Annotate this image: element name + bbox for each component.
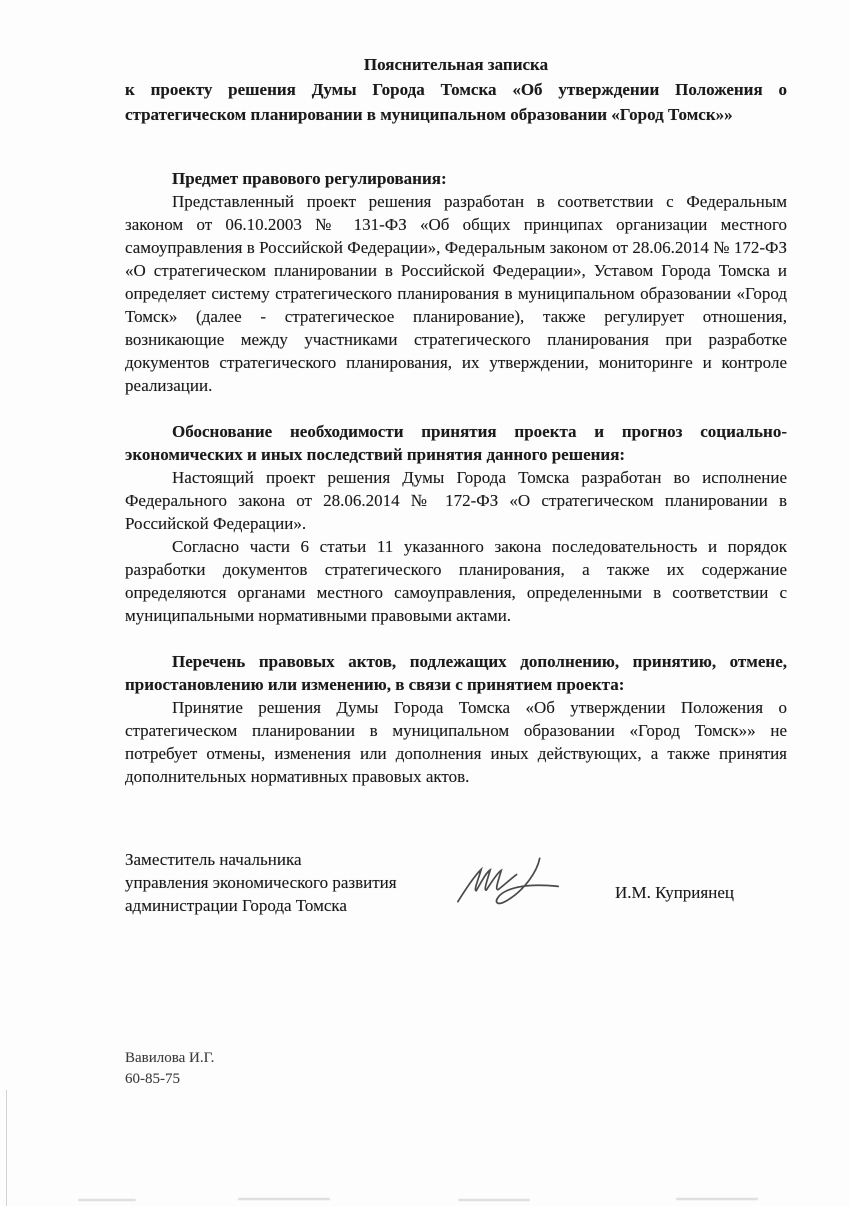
- signer-position-line: управления экономического развития: [125, 873, 397, 892]
- scan-edge-artifact: [78, 1199, 136, 1201]
- signer-position-line: Заместитель начальника: [125, 850, 302, 869]
- scan-edge-artifact: [676, 1198, 758, 1200]
- title-subject: к проекту решения Думы Города Томска «Об утверждении Положения о стратегическом планировании в муниципальном образовании «Город Томск»»: [125, 80, 787, 124]
- executor-footer: [125, 1048, 214, 1090]
- document-title: [125, 52, 787, 127]
- scan-edge-artifact: [458, 1199, 530, 1201]
- section-justification: [125, 420, 787, 627]
- section-heading: Обоснование необходимости принятия проекта и прогноз социально-экономических и иных последствий принятия данного решения:: [125, 422, 787, 464]
- section-list-of-legal-acts: [125, 650, 787, 788]
- section-heading: Предмет правового регулирования:: [172, 169, 447, 188]
- executor-phone: 60-85-75: [125, 1071, 180, 1087]
- paragraph: Представленный проект решения разработан в соответствии с Федеральным законом от 06.10.2003 № 131-ФЗ «Об общих принципах организации местного самоуправления в Российской Федерации», Федеральным законом от 28.06.2014 № 172-ФЗ «О стратегическом планировании в Российской Федерации», Уставом Города Томска и определяет систему стратегического планирования в муниципальном образовании «Город Томск» (далее - стратегическое планирование), также регулирует отношения, возникающие между участниками стратегического планирования при разработке документов стратегического планирования, их утверждении, мониторинге и контроле реализации.: [125, 192, 787, 395]
- signature-block: [125, 848, 787, 968]
- scan-edge-artifact: [238, 1198, 330, 1200]
- handwritten-signature-mark: [451, 855, 566, 913]
- scan-edge-artifact: [6, 1090, 7, 1206]
- paragraph: Настоящий проект решения Думы Города Томска разработан во исполнение Федерального закона от 28.06.2014 № 172-ФЗ «О стратегическом планировании в Российской Федерации».: [125, 468, 787, 533]
- executor-name: Вавилова И.Г.: [125, 1050, 215, 1066]
- section-heading: Перечень правовых актов, подлежащих дополнению, принятию, отмене, приостановлению или изменению, в связи с принятием проекта:: [125, 652, 787, 694]
- section-subject-of-regulation: [125, 167, 787, 397]
- paragraph: Принятие решения Думы Города Томска «Об утверждении Положения о стратегическом планировании в муниципальном образовании «Город Томск»» не потребует отмены, изменения или дополнения иных действующих, а также принятия дополнительных нормативных правовых актов.: [125, 698, 787, 786]
- signer-position-line: администрации Города Томска: [125, 896, 347, 915]
- paragraph: Согласно части 6 статьи 11 указанного закона последовательность и порядок разработки документов стратегического планирования, а также их содержание определяются органами местного самоуправления, определенными в соответствии с муниципальными нормативными правовыми актами.: [125, 537, 787, 625]
- signer-name: И.М. Куприянец: [615, 883, 734, 902]
- title-main: Пояснительная записка: [363, 55, 549, 74]
- document-body: [125, 52, 787, 968]
